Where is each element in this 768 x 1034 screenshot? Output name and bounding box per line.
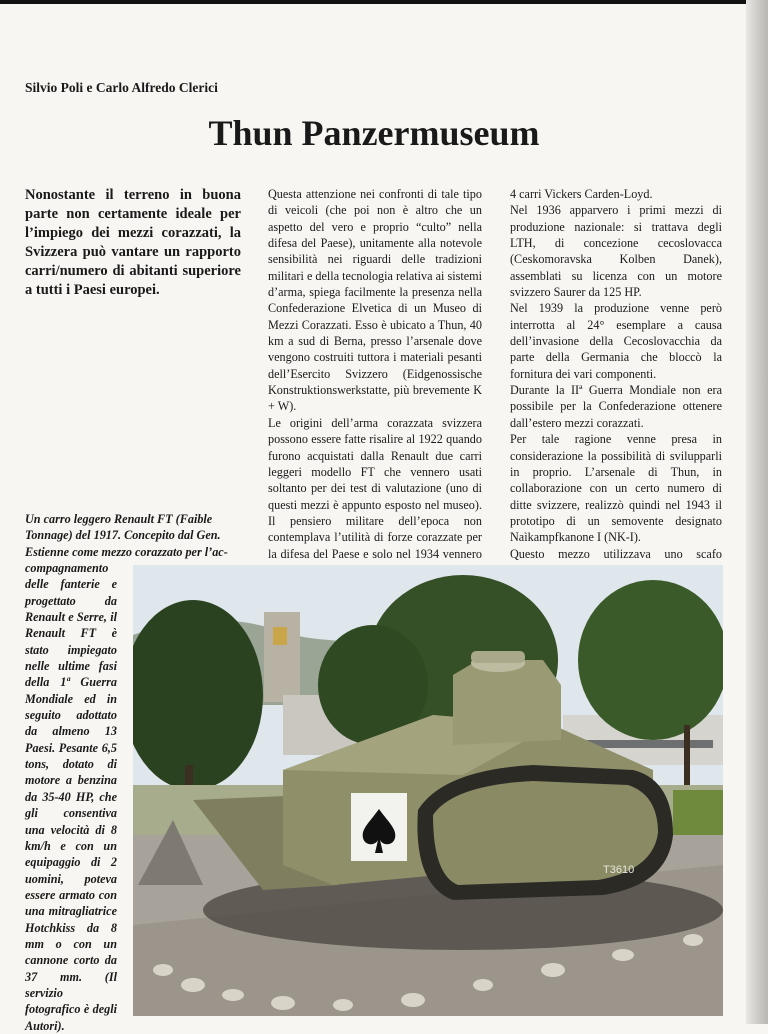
photo-caption-top: Un carro leggero Renault FT (Faible Tonnage) del 1917. Concepito dal Gen. Estienne come mezzo corazzato per l’ac- [25, 512, 228, 559]
photo-caption-body: compagnamento delle fanterie e progettato da Renault e Serre, il Renault FT è stato impiegato nelle ultime fasi della 1ª Guerra Mondiale ed in seguito adottato da almeno 13 Paesi. Pesante 6,5 tons, dotato di motore a benzina da 35-40 HP, che gli consentiva una velocità di 8 km/h e con un equipaggio di 2 uomini, poteva essere armato con una mitragliatrice Hotchkiss da 8 mm o con un cannone corto da 37 mm. (Il servizio fotografico è degli Autori). [25, 561, 117, 1033]
tank-turret [453, 660, 561, 745]
tank-photo [133, 565, 723, 1016]
paragraph: Questa attenzione nei confronti di tale tipo di veicoli (che poi non è altro che un aspetto del vero e proprio “culto” nella difesa del Paese), unitamente alla notevole sensibilità nei riguardi delle tradizioni militari e della tecnologia relativa ai sistemi d’arma, spiega facilmente la presenza nella Confederazione Elvetica di un Museo di Mezzi Corazzati. Esso è ubicato a Thun, 40 km a sud di Berna, presso l’arsenale dove vengono costruiti tuttora i materiali pesanti dell’Esercito Svizzero (Eidgenossische Konstruktionswerkstatte, più brevemente K + W). [268, 187, 482, 414]
paragraph: Nel 1936 apparvero i primi mezzi di produzione nazionale: si trattava degli LTH, di concezione cecoslovacca (Ceskomoravska Kolben Danek), assemblati su licenza con un motore svizzero Saurer da 125 HP. [510, 203, 722, 300]
paragraph: Per tale ragione venne presa in considerazione la possibilità di svilupparli in proprio. L’arsenale di Thun, in collaborazione con un certo numero di ditte svizzere, realizzò quindi nel 1943 il prototipo di un semovente designato Naìkampfkanone I (NK-I). [510, 432, 722, 545]
tree [578, 580, 723, 740]
article-title: Thun Panzermuseum [208, 113, 540, 153]
tank-serial: T3610 [603, 864, 635, 876]
paragraph: 4 carri Vickers Carden-Loyd. [510, 187, 653, 201]
tower [264, 612, 300, 702]
paragraph: Questo mezzo utilizzava uno scafo [510, 546, 722, 561]
page-edge-shadow [746, 0, 768, 1024]
article-lead: Nonostante il terreno in buona parte non certamente ideale per l’impiego dei mezzi corazzati, la Svizzera può vantare un rapporto carri/numero di abitanti superiore a tutti i Paesi europei. [25, 187, 241, 298]
page-top-rule [0, 0, 768, 4]
paragraph: Le origini dell’arma corazzata svizzera possono essere fatte risalire al 1922 quando furono acquistati dalla Renault due carri leggeri modello FT che vennero usati soltanto per dei test di valutazione (uno di questi mezzi è appunto esposto nel museo). Il pensiero militare dell’epoca non contemplava l’utilità di forze corazzate per la difesa del Paese e solo nel 1934 vennero [268, 415, 482, 561]
article-authors: Silvio Poli e Carlo Alfredo Clerici [25, 80, 218, 95]
paragraph: Durante la IIª Guerra Mondiale non era possibile per la Confederazione ottenere dall’estero mezzi corazzati. [510, 383, 722, 430]
paragraph: Nel 1939 la produzione venne però interrotta al 24° esemplare a causa dell’invasione della Cecoslovacchia da parte della Germania che bloccò la fornitura dei vari componenti. [510, 301, 722, 381]
text-column-2 [268, 186, 482, 578]
text-column-3 [510, 186, 722, 578]
